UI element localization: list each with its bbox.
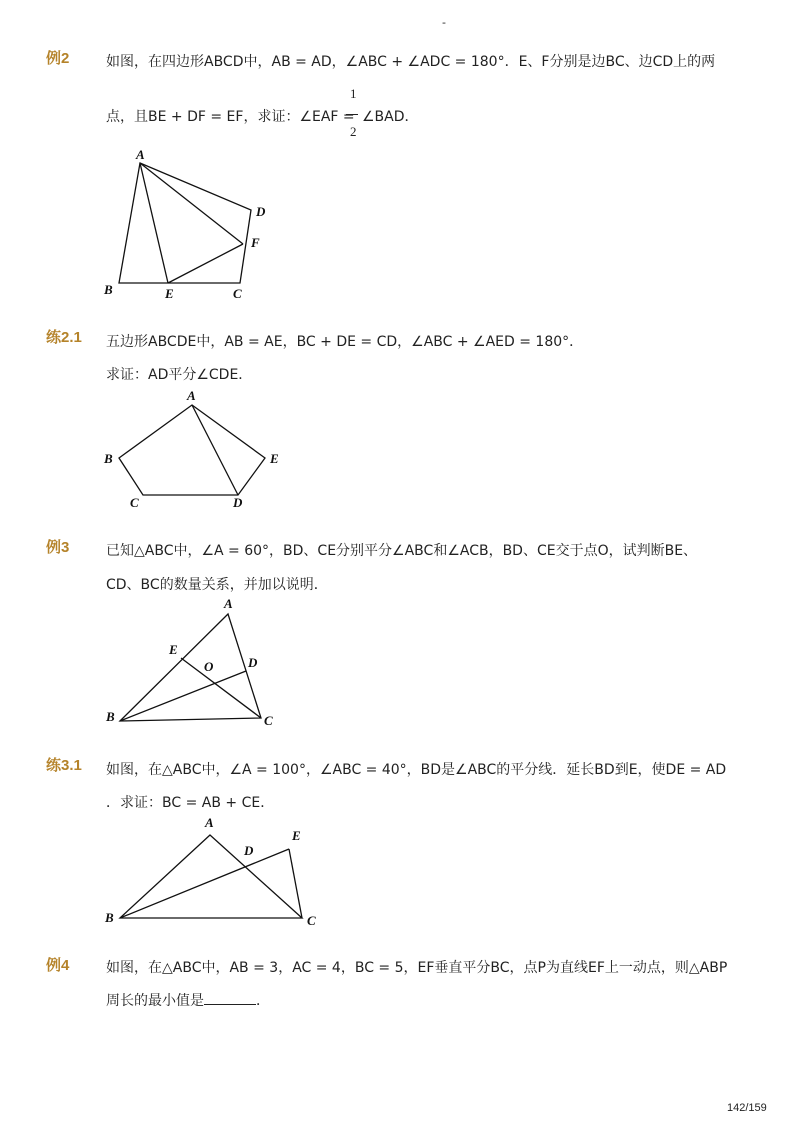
problem-tag: 练2.1 [46, 329, 82, 346]
segment-bd [120, 671, 246, 721]
triangle-outline [120, 614, 261, 721]
label-a: A [224, 596, 233, 611]
label-d: D [233, 495, 243, 510]
label-e: E [270, 451, 279, 466]
problem-tag: 例3 [46, 539, 70, 556]
label-e: E [292, 828, 301, 843]
problem-text-line1: 如图，在△ABC中，AB = 3，AC = 4，BC = 5，EF垂直平分BC，点P为直线EF上一动点，则△ABP [106, 960, 728, 976]
problem-text-line2-end: ． [256, 993, 270, 1009]
problem-tag: 例2 [46, 50, 70, 67]
fraction-numerator: 1 [350, 86, 357, 101]
problem-text-line2-wrap [106, 990, 270, 1010]
segment-ad [192, 405, 238, 495]
problem-text-line2: ．求证：BC = AB + CE． [106, 795, 275, 811]
label-o: O [204, 659, 214, 674]
problem-text-line1: 已知△ABC中，∠A = 60°，BD、CE分别平分∠ABC和∠ACB，BD、CE交于点O，试判断BE、 [106, 543, 698, 559]
triangle-outline [120, 835, 302, 918]
label-b: B [104, 282, 113, 297]
label-b: B [104, 451, 113, 466]
page-number: 142/159 [727, 1102, 767, 1114]
label-d: D [244, 843, 254, 858]
label-a: A [136, 147, 145, 162]
label-a: A [205, 815, 214, 830]
quadrilateral-outline [119, 163, 251, 283]
label-f: F [251, 235, 260, 250]
label-b: B [105, 910, 114, 925]
problem-text-line1: 如图，在四边形ABCD中，AB = AD，∠ABC + ∠ADC = 180°．E、F分别是边BC、边CD上的两 [106, 54, 716, 70]
problem-tag: 练3.1 [46, 757, 82, 774]
label-b: B [106, 709, 115, 724]
label-c: C [264, 713, 273, 728]
header-mark: - [442, 16, 446, 29]
label-c: C [233, 286, 242, 301]
answer-blank [204, 992, 256, 1005]
problem-text-line1: 如图，在△ABC中，∠A = 100°，∠ABC = 40°，BD是∠ABC的平分线．延长BD到E，使DE = AD [106, 762, 727, 778]
label-c: C [307, 913, 316, 928]
label-e: E [169, 642, 178, 657]
problem-tag: 例4 [46, 957, 70, 974]
label-e: E [165, 286, 174, 301]
segment-ef [168, 244, 243, 283]
label-a: A [187, 388, 196, 403]
problem-text-line2: 周长的最小值是 [106, 993, 204, 1009]
problem-text-line2: 点，且BE + DF = EF，求证：∠EAF = [106, 109, 355, 125]
fraction-denominator: 2 [350, 124, 357, 139]
problem-text-line2-end: ∠BAD． [362, 109, 419, 125]
problem-text-line1: 五边形ABCDE中，AB = AE，BC + DE = CD，∠ABC + ∠AED = 180°． [106, 334, 584, 350]
label-d: D [256, 204, 266, 219]
problem-text-line2: 求证：AD平分∠CDE． [106, 367, 253, 383]
problem-text-line2: CD、BC的数量关系，并加以说明． [106, 577, 328, 593]
pentagon-outline [119, 405, 265, 495]
label-d: D [248, 655, 258, 670]
label-c: C [130, 495, 139, 510]
